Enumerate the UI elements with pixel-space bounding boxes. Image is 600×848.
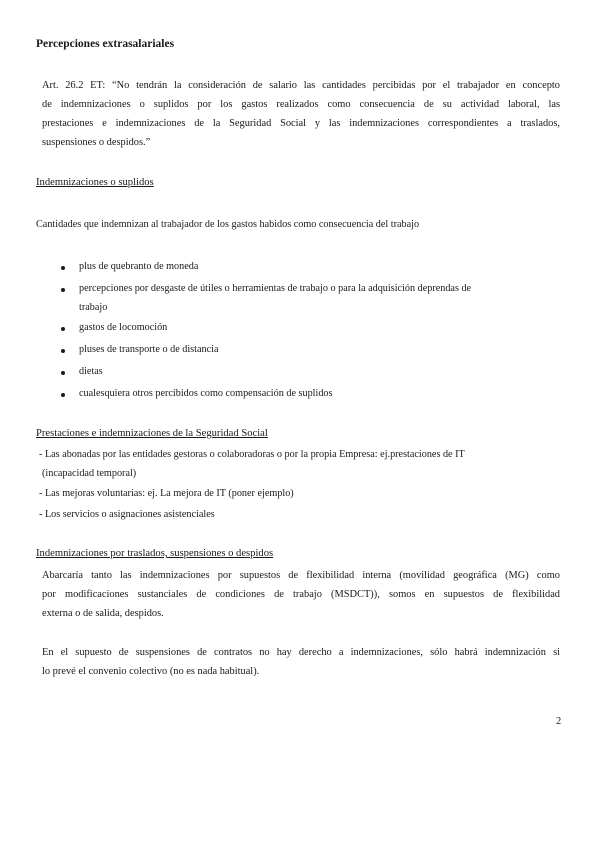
bullet-icon bbox=[61, 266, 65, 270]
paragraph-line: por modificaciones sustanciales de condiciones de trabajo (MSDCT)), somos en supuestos de flexibilidad bbox=[42, 589, 560, 600]
quote-line: suspensiones o despidos.” bbox=[42, 137, 151, 148]
paragraph-line: lo prevé el convenio colectivo (no es nada habitual). bbox=[42, 666, 260, 677]
section-heading-seguridad-social: Prestaciones e indemnizaciones de la Seguridad Social bbox=[36, 428, 268, 439]
list-item: pluses de transporte o de distancia bbox=[79, 344, 219, 355]
page-number: 2 bbox=[556, 716, 562, 727]
list-item: cualesquiera otros percibidos como compensación de suplidos bbox=[79, 388, 333, 399]
section-heading-suplidos: Indemnizaciones o suplidos bbox=[36, 177, 154, 188]
paragraph-line: En el supuesto de suspensiones de contratos no hay derecho a indemnizaciones, sólo habrá indemnización si bbox=[42, 647, 560, 658]
list-item: - Los servicios o asignaciones asistenciales bbox=[39, 509, 215, 520]
bullet-icon bbox=[61, 393, 65, 397]
list-item-continuation: (incapacidad temporal) bbox=[42, 468, 137, 479]
bullet-icon bbox=[61, 371, 65, 375]
quote-line: prestaciones e indemnizaciones de la Seguridad Social y las indemnizaciones correspondientes a traslados, bbox=[42, 118, 560, 129]
list-item: gastos de locomoción bbox=[79, 322, 168, 333]
list-item: plus de quebranto de moneda bbox=[79, 261, 199, 272]
quote-line: de indemnizaciones o suplidos por los gastos realizados como consecuencia de su actividad laboral, las bbox=[42, 99, 560, 110]
page-title: Percepciones extrasalariales bbox=[36, 38, 175, 50]
section-heading-traslados: Indemnizaciones por traslados, suspensiones o despidos bbox=[36, 548, 274, 559]
list-item: dietas bbox=[79, 366, 103, 377]
list-item: - Las mejoras voluntarias: ej. La mejora de IT (poner ejemplo) bbox=[39, 488, 294, 499]
section-intro: Cantidades que indemnizan al trabajador de los gastos habidos como consecuencia del trabajo bbox=[36, 219, 420, 230]
quote-line: Art. 26.2 ET: “No tendrán la consideración de salario las cantidades percibidas por el trabajador en concepto bbox=[42, 80, 560, 91]
list-item: percepciones por desgaste de útiles o herramientas de trabajo o para la adquisición deprendas de bbox=[79, 283, 472, 294]
list-item-continuation: trabajo bbox=[79, 302, 108, 313]
list-item: - Las abonadas por las entidades gestoras o colaboradoras o por la propia Empresa: ej.prestaciones de IT bbox=[39, 449, 465, 460]
bullet-icon bbox=[61, 288, 65, 292]
bullet-icon bbox=[61, 327, 65, 331]
bullet-icon bbox=[61, 349, 65, 353]
paragraph-line: Abarcaría tanto las indemnizaciones por supuestos de flexibilidad interna (movilidad geográfica (MG) como bbox=[42, 570, 560, 581]
paragraph-line: externa o de salida, despidos. bbox=[42, 608, 164, 619]
